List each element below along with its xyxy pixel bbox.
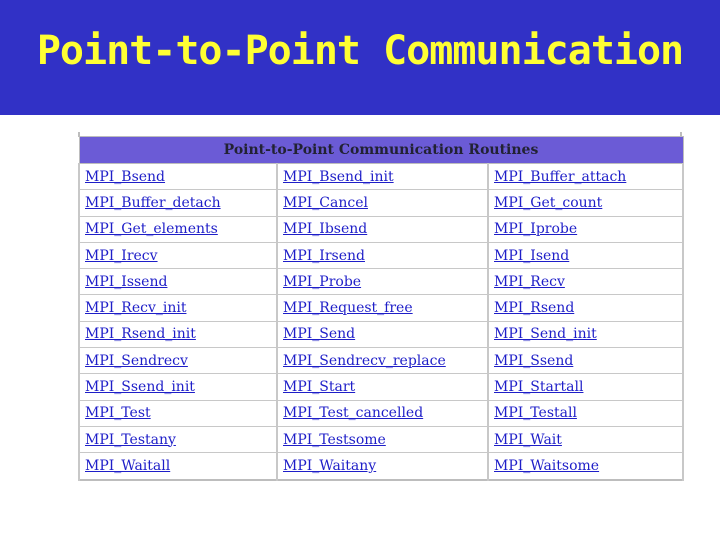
table-row	[79, 374, 683, 400]
table-cell	[79, 216, 277, 242]
table-row	[79, 242, 683, 268]
table-row	[79, 321, 683, 347]
table-row	[79, 400, 683, 426]
routine-link[interactable]: MPI_Test	[85, 405, 151, 422]
table-row	[79, 216, 683, 242]
table-cell	[488, 269, 683, 295]
table-cell	[277, 400, 488, 426]
table-cell	[277, 348, 488, 374]
routine-link[interactable]: MPI_Sendrecv	[85, 352, 188, 369]
routine-link[interactable]: MPI_Ssend_init	[85, 379, 195, 396]
table-cell	[488, 216, 683, 242]
routine-link[interactable]: MPI_Rsend	[494, 300, 575, 317]
table-cell	[488, 400, 683, 426]
table-cell	[277, 190, 488, 216]
routine-link[interactable]: MPI_Test_cancelled	[283, 405, 424, 422]
table-row	[79, 269, 683, 295]
table-cell	[79, 453, 277, 480]
table-row	[79, 348, 683, 374]
routine-link[interactable]: MPI_Get_elements	[85, 221, 218, 238]
table-cell	[79, 426, 277, 452]
table-cell	[277, 295, 488, 321]
routine-link[interactable]: MPI_Iprobe	[494, 221, 578, 238]
routine-link[interactable]: MPI_Get_count	[494, 194, 603, 211]
table-row	[79, 295, 683, 321]
table-cell	[488, 426, 683, 452]
routine-link[interactable]: MPI_Cancel	[283, 194, 368, 211]
routine-link[interactable]: MPI_Probe	[283, 273, 362, 290]
routines-table	[78, 136, 684, 481]
routine-link[interactable]: MPI_Recv	[494, 273, 565, 290]
table-row	[79, 453, 683, 480]
routines-table-body	[79, 164, 683, 480]
routine-link[interactable]: MPI_Send	[283, 326, 356, 343]
table-cell	[488, 321, 683, 347]
routine-link[interactable]: MPI_Isend	[494, 247, 570, 264]
table-cell	[277, 242, 488, 268]
table-cell	[79, 190, 277, 216]
routine-link[interactable]: MPI_Startall	[494, 379, 584, 396]
table-cell	[488, 164, 683, 190]
table-cell	[277, 164, 488, 190]
routine-link[interactable]: MPI_Request_free	[283, 300, 413, 317]
routine-link[interactable]: MPI_Start	[283, 379, 356, 396]
table-cell	[79, 321, 277, 347]
table-cell	[488, 190, 683, 216]
routine-link[interactable]: MPI_Issend	[85, 273, 168, 290]
routine-link[interactable]: MPI_Testsome	[283, 431, 386, 448]
table-row	[79, 190, 683, 216]
routine-link[interactable]: MPI_Waitsome	[494, 457, 600, 474]
table-cell	[277, 321, 488, 347]
routine-link[interactable]: MPI_Ibsend	[283, 221, 368, 238]
table-cell	[488, 295, 683, 321]
table-cell	[79, 164, 277, 190]
routine-link[interactable]: MPI_Bsend_init	[283, 168, 394, 185]
routines-table-panel	[78, 132, 682, 482]
table-cell	[488, 242, 683, 268]
routine-link[interactable]: MPI_Buffer_detach	[85, 194, 221, 211]
table-cell	[79, 295, 277, 321]
table-row	[79, 164, 683, 190]
routine-link[interactable]: MPI_Send_init	[494, 326, 597, 343]
table-cell	[277, 374, 488, 400]
routine-link[interactable]: MPI_Ssend	[494, 352, 574, 369]
table-cell	[79, 400, 277, 426]
routine-link[interactable]: MPI_Buffer_attach	[494, 168, 627, 185]
table-header: Point-to-Point Communication Routines	[79, 137, 683, 164]
routine-link[interactable]: MPI_Waitall	[85, 457, 171, 474]
routine-link[interactable]: MPI_Waitany	[283, 457, 377, 474]
routine-link[interactable]: MPI_Irsend	[283, 247, 365, 264]
routine-link[interactable]: MPI_Wait	[494, 431, 562, 448]
routine-link[interactable]: MPI_Testany	[85, 431, 176, 448]
table-row	[79, 426, 683, 452]
routine-link[interactable]: MPI_Recv_init	[85, 300, 187, 317]
table-header-row	[79, 137, 683, 164]
routine-link[interactable]: MPI_Bsend	[85, 168, 166, 185]
table-cell	[277, 453, 488, 480]
table-cell	[79, 374, 277, 400]
routine-link[interactable]: MPI_Testall	[494, 405, 577, 422]
table-cell	[79, 242, 277, 268]
table-cell	[277, 269, 488, 295]
table-cell	[488, 453, 683, 480]
slide-title: Point-to-Point Communication	[36, 28, 684, 74]
table-cell	[488, 374, 683, 400]
table-cell	[488, 348, 683, 374]
routine-link[interactable]: MPI_Rsend_init	[85, 326, 196, 343]
table-cell	[79, 269, 277, 295]
table-cell	[277, 216, 488, 242]
routine-link[interactable]: MPI_Sendrecv_replace	[283, 352, 446, 369]
table-cell	[277, 426, 488, 452]
routine-link[interactable]: MPI_Irecv	[85, 247, 158, 264]
table-cell	[79, 348, 277, 374]
